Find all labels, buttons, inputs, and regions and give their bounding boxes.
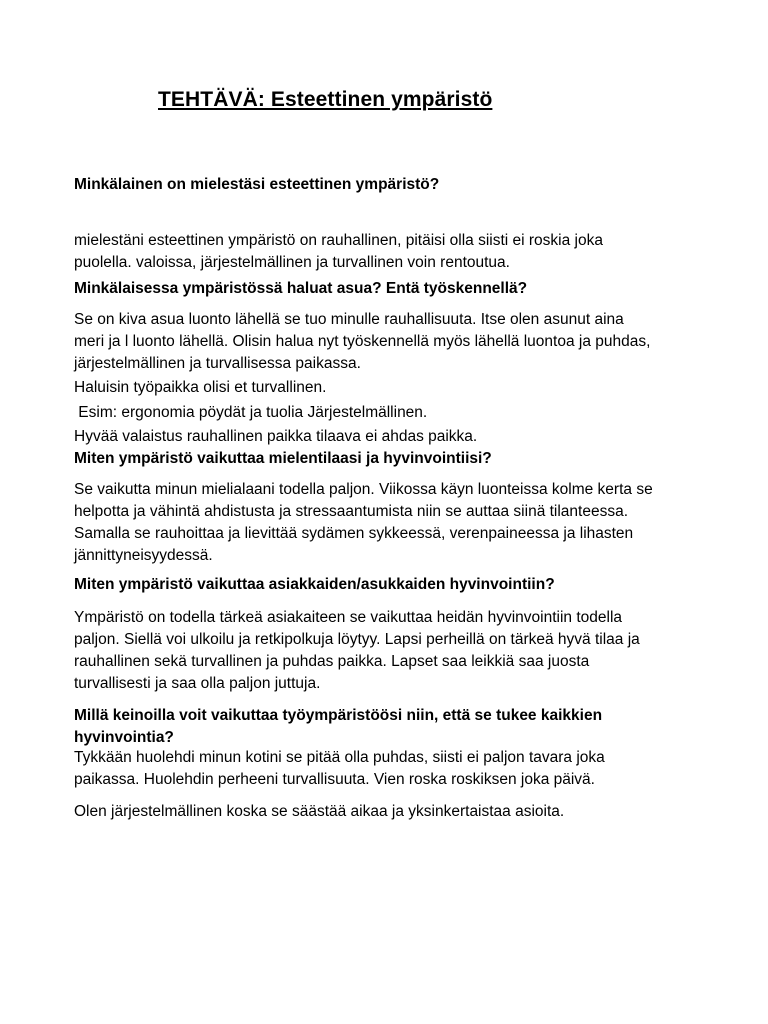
question-1: Minkälainen on mielestäsi esteettinen ympäristö?	[74, 176, 440, 193]
answer-3-line: Samalla se rauhoittaa ja lievittää sydämen sykkeessä, verenpaineessa ja lihasten	[74, 525, 634, 542]
answer-1	[74, 230, 704, 274]
answer-2-line: Esim: ergonomia pöydät ja tuolia Järjestelmällinen.	[74, 404, 428, 421]
answer-2-line: meri ja l luonto lähellä. Olisin halua nyt työskennellä myös lähellä luontoa ja puhdas,	[74, 333, 651, 350]
answer-5	[74, 747, 704, 791]
answer-2-line: Haluisin työpaikka olisi et turvallinen.	[74, 379, 327, 396]
answer-1-line: mielestäni esteettinen ympäristö on rauhallinen, pitäisi olla siisti ei roskia joka	[74, 232, 603, 249]
answer-2-line: järjestelmällinen ja turvallisessa paikassa.	[74, 355, 361, 372]
answer-4-line: turvallisesti ja saa olla paljon juttuja.	[74, 675, 321, 692]
answer-3	[74, 479, 704, 567]
answer-3-line: jännittyneisyydessä.	[74, 547, 213, 564]
question-5-line: hyvinvointia?	[74, 729, 174, 746]
question-4: Miten ympäristö vaikuttaa asiakkaiden/asukkaiden hyvinvointiin?	[74, 576, 555, 593]
document-title: TEHTÄVÄ: Esteettinen ympäristö	[158, 88, 493, 111]
answer-3-line: Se vaikutta minun mielialaani todella paljon. Viikossa käyn luonteissa kolme kerta se	[74, 481, 653, 498]
answer-2-line: Se on kiva asua luonto lähellä se tuo minulle rauhallisuuta. Itse olen asunut aina	[74, 311, 624, 328]
question-5	[74, 705, 704, 749]
answer-1-line: puolella. valoissa, järjestelmällinen ja turvallinen voin rentoutua.	[74, 254, 510, 271]
answer-4	[74, 607, 704, 695]
answer-4-line: rauhallinen sekä turvallinen ja puhdas paikka. Lapset saa leikkiä saa juosta	[74, 653, 590, 670]
answer-6: Olen järjestelmällinen koska se säästää aikaa ja yksinkertaistaa asioita.	[74, 803, 565, 820]
question-3: Miten ympäristö vaikuttaa mielentilaasi ja hyvinvointiisi?	[74, 450, 492, 467]
question-5-line: Millä keinoilla voit vaikuttaa työympäristöösi niin, että se tukee kaikkien	[74, 707, 603, 724]
answer-2-line: Hyvää valaistus rauhallinen paikka tilaava ei ahdas paikka.	[74, 428, 478, 445]
answer-2	[74, 309, 704, 448]
answer-5-line: paikassa. Huolehdin perheeni turvallisuuta. Vien roska roskiksen joka päivä.	[74, 771, 595, 788]
answer-5-line: Tykkään huolehdi minun kotini se pitää olla puhdas, siisti ei paljon tavara joka	[74, 749, 605, 766]
answer-3-line: helpotta ja vähintä ahdistusta ja stressaantumista niin se auttaa siinä tilanteessa.	[74, 503, 629, 520]
answer-4-line: paljon. Siellä voi ulkoilu ja retkipolkuja löytyy. Lapsi perheillä on tärkeä hyvä tilaa ja	[74, 631, 640, 648]
answer-4-line: Ympäristö on todella tärkeä asiakaiteen se vaikuttaa heidän hyvinvointiin todella	[74, 609, 623, 626]
question-2: Minkälaisessa ympäristössä haluat asua? Entä työskennellä?	[74, 280, 528, 297]
